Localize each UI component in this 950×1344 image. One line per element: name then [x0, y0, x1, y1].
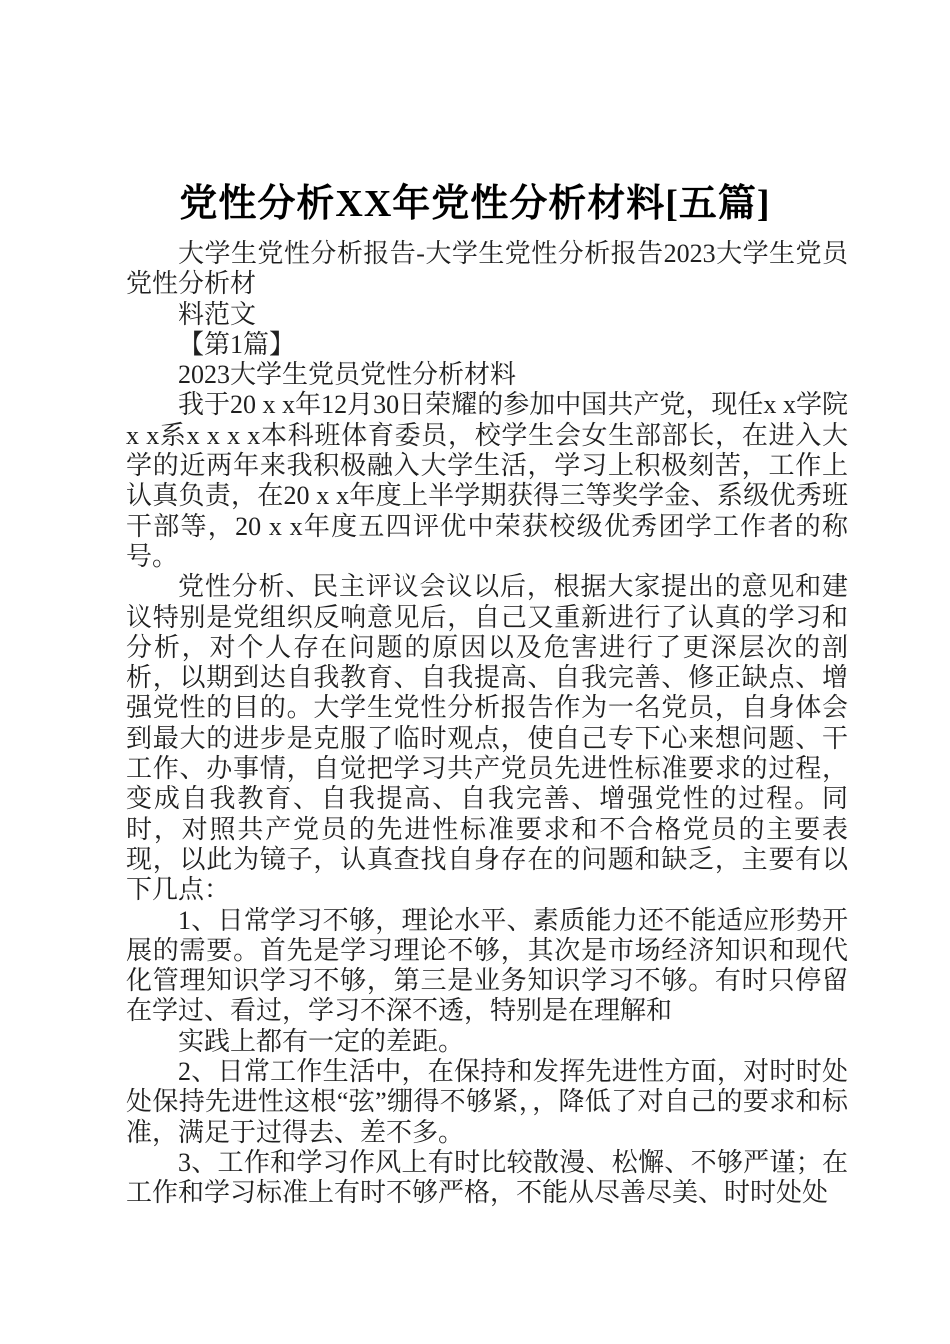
paragraph: 3、工作和学习作风上有时比较散漫、松懈、不够严谨；在工作和学习标准上有时不够严格，不能从尽善尽美、时时处处	[126, 1147, 848, 1208]
document-title: 党性分析XX年党性分析材料[五篇]	[179, 183, 771, 225]
paragraph: 大学生党性分析报告-大学生党性分析报告2023大学生党员党性分析材	[126, 239, 848, 299]
paragraph: 1、日常学习不够，理论水平、素质能力还不能适应形势开展的需要。首先是学习理论不够，其次是市场经济知识和现代化管理知识学习不够，第三是业务知识学习不够。有时只停留在学过、看过，学习不深不透，特别是在理解和	[126, 905, 848, 1026]
paragraph: 料范文	[178, 299, 257, 329]
paragraph: 2023大学生党员党性分析材料	[178, 360, 517, 390]
paragraph: 【第1篇】	[178, 329, 296, 359]
paragraph: 2、日常工作生活中，在保持和发挥先进性方面，对时时处处保持先进性这根“弦”绷得不够紧，，降低了对自己的要求和标准，满足于过得去、差不多。	[126, 1057, 848, 1147]
paragraph: 实践上都有一定的差距。	[178, 1026, 465, 1056]
paragraph: 党性分析、民主评议会议以后，根据大家提出的意见和建议特别是党组织反响意见后，自己又重新进行了认真的学习和分析，对个人存在问题的原因以及危害进行了更深层次的剖析，以期到达自我教育、自我提高、自我完善、修正缺点、增强党性的目的。大学生党性分析报告作为一名党员，自身体会到最大的进步是克服了临时观点，使自己专下心来想问题、干工作、办事情，自觉把学习共产党员先进性标准要求的过程，变成自我教育、自我提高、自我完善、增强党性的过程。同时，对照共产党员的先进性标准要求和不合格党员的主要表现，以此为镜子，认真查找自身存在的问题和缺乏，主要有以下几点：	[126, 572, 848, 905]
document-body	[126, 239, 848, 1209]
paragraph: 我于20 x x年12月30日荣耀的参加中国共产党，现任x x学院x x系x x x x本科班体育委员，校学生会女生部部长，在进入大学的近两年来我积极融入大学生活，学习上积极刻苦，工作上认真负责，在20 x x年度上半学期获得三等奖学金、系级优秀班干部等，20 x x年度五四评优中荣获校级优秀团学工作者的称号。	[126, 390, 848, 571]
